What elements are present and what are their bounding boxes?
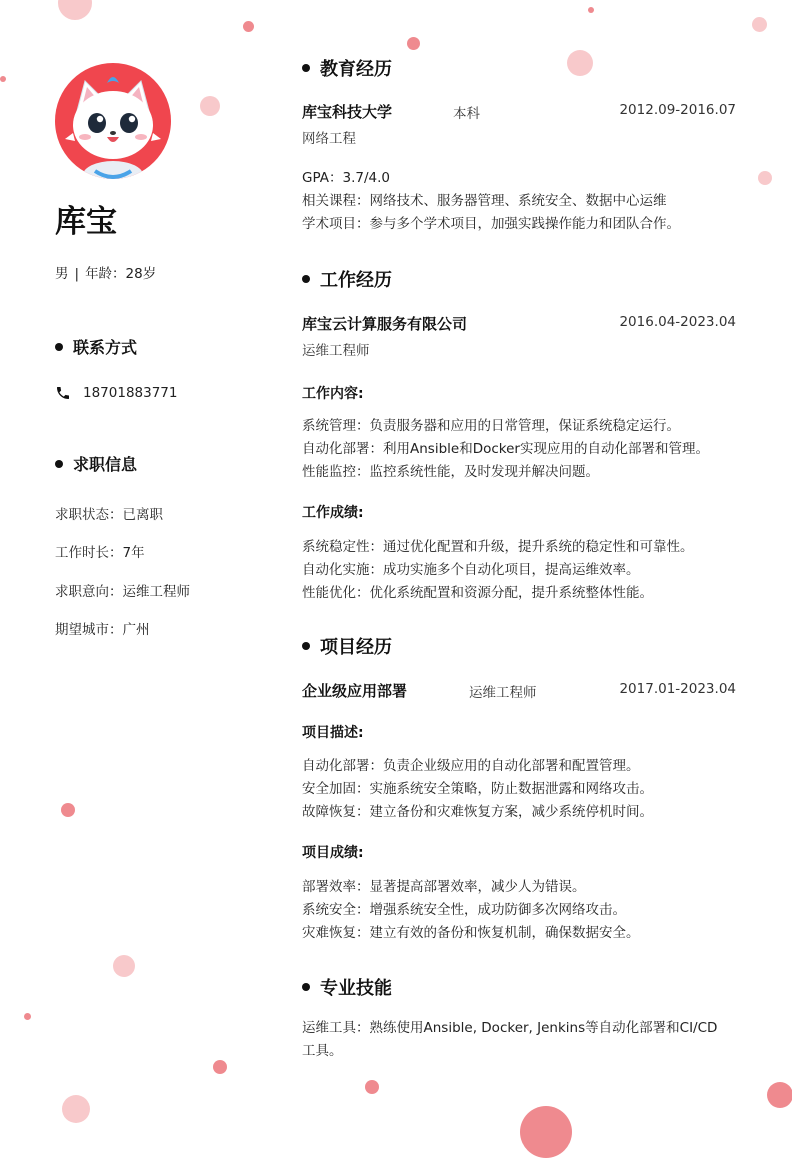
decor-dot bbox=[752, 17, 767, 32]
project-heading bbox=[302, 633, 392, 659]
project-result-item: 部署效率：显著提高部署效率，减少人为错误。 bbox=[302, 879, 586, 895]
decor-dot bbox=[520, 1106, 572, 1158]
work-content-item: 系统管理：负责服务器和应用的日常管理，保证系统稳定运行。 bbox=[302, 418, 680, 434]
decor-dot bbox=[24, 1013, 31, 1020]
project-result-item: 灾难恢复：建立有效的备份和恢复机制，确保数据安全。 bbox=[302, 925, 640, 941]
work-result-item: 性能优化：优化系统配置和资源分配，提升系统整体性能。 bbox=[302, 585, 653, 601]
skills-heading-text: 专业技能 bbox=[320, 978, 392, 999]
work-heading-text: 工作经历 bbox=[320, 270, 392, 291]
work-role: 运维工程师 bbox=[302, 343, 370, 359]
work-result-item: 系统稳定性：通过优化配置和升级，提升系统的稳定性和可靠性。 bbox=[302, 539, 694, 555]
degree: 本科 bbox=[453, 106, 480, 122]
project-period: 2017.01-2023.04 bbox=[619, 681, 736, 697]
decor-dot bbox=[407, 37, 420, 50]
major: 网络工程 bbox=[302, 131, 356, 147]
person-name: 库宝 bbox=[55, 204, 117, 240]
education-heading-text: 教育经历 bbox=[320, 59, 392, 80]
expected-city: 期望城市：广州 bbox=[55, 622, 150, 638]
education-period: 2012.09-2016.07 bbox=[619, 102, 736, 118]
phone-icon bbox=[55, 385, 71, 401]
work-content-heading: 工作内容: bbox=[302, 386, 364, 402]
contact-heading-text: 联系方式 bbox=[73, 338, 138, 357]
courses: 相关课程：网络技术、服务器管理、系统安全、数据中心运维 bbox=[302, 193, 667, 209]
gender: 男 bbox=[55, 266, 69, 282]
phone-row bbox=[55, 385, 177, 401]
decor-dot bbox=[61, 803, 75, 817]
job-info-heading bbox=[55, 452, 137, 475]
job-status: 求职状态：已离职 bbox=[55, 507, 163, 523]
work-result-item: 自动化实施：成功实施多个自动化项目，提高运维效率。 bbox=[302, 562, 640, 578]
project-desc-item: 安全加固：实施系统安全策略，防止数据泄露和网络攻击。 bbox=[302, 781, 653, 797]
separator: | bbox=[74, 266, 80, 282]
decor-dot bbox=[113, 955, 135, 977]
project-result-item: 系统安全：增强系统安全性，成功防御多次网络攻击。 bbox=[302, 902, 626, 918]
job-intention: 求职意向：运维工程师 bbox=[55, 584, 190, 600]
phone-number: 18701883771 bbox=[83, 385, 178, 401]
decor-dot bbox=[758, 171, 772, 185]
academic-projects: 学术项目：参与多个学术项目，加强实践操作能力和团队合作。 bbox=[302, 216, 680, 232]
project-name: 企业级应用部署 bbox=[302, 682, 408, 700]
company-name: 库宝云计算服务有限公司 bbox=[302, 315, 468, 333]
bullet-icon bbox=[302, 983, 310, 991]
project-results-heading: 项目成绩: bbox=[302, 845, 364, 861]
project-heading-text: 项目经历 bbox=[320, 637, 392, 658]
decor-dot bbox=[0, 76, 6, 82]
job-info-heading-text: 求职信息 bbox=[73, 455, 138, 474]
project-desc-heading: 项目描述: bbox=[302, 725, 364, 741]
skills-heading bbox=[302, 974, 392, 1000]
school-name: 库宝科技大学 bbox=[302, 103, 393, 121]
work-content-item: 自动化部署：利用Ansible和Docker实现应用的自动化部署和管理。 bbox=[302, 441, 709, 457]
basic-info bbox=[55, 262, 156, 282]
education-heading bbox=[302, 55, 392, 81]
avatar bbox=[55, 63, 171, 179]
project-role: 运维工程师 bbox=[469, 685, 537, 701]
cat-mascot-icon bbox=[55, 63, 171, 179]
work-content-item: 性能监控：监控系统性能，及时发现并解决问题。 bbox=[302, 464, 599, 480]
decor-dot bbox=[567, 50, 593, 76]
bullet-icon bbox=[302, 64, 310, 72]
contact-heading bbox=[55, 335, 137, 358]
skills-text: 运维工具：熟练使用Ansible, Docker, Jenkins等自动化部署和CI/CD工具。 bbox=[302, 1020, 718, 1059]
bullet-icon bbox=[302, 642, 310, 650]
decor-dot bbox=[243, 21, 254, 32]
project-desc-item: 故障恢复：建立备份和灾难恢复方案，减少系统停机时间。 bbox=[302, 804, 653, 820]
decor-dot bbox=[62, 1095, 90, 1123]
bullet-icon bbox=[55, 460, 63, 468]
project-desc-item: 自动化部署：负责企业级应用的自动化部署和配置管理。 bbox=[302, 758, 640, 774]
decor-dot bbox=[767, 1082, 792, 1108]
age: 年龄：28岁 bbox=[85, 266, 157, 282]
decor-dot bbox=[200, 96, 220, 116]
decor-dot bbox=[588, 7, 594, 13]
decor-dot bbox=[213, 1060, 227, 1074]
work-years: 工作时长：7年 bbox=[55, 545, 145, 561]
gpa: GPA：3.7/4.0 bbox=[302, 170, 390, 186]
bullet-icon bbox=[302, 275, 310, 283]
decor-dot bbox=[58, 0, 92, 20]
work-heading bbox=[302, 266, 392, 292]
decor-dot bbox=[365, 1080, 379, 1094]
bullet-icon bbox=[55, 343, 63, 351]
work-period: 2016.04-2023.04 bbox=[619, 314, 736, 330]
work-results-heading: 工作成绩: bbox=[302, 505, 364, 521]
